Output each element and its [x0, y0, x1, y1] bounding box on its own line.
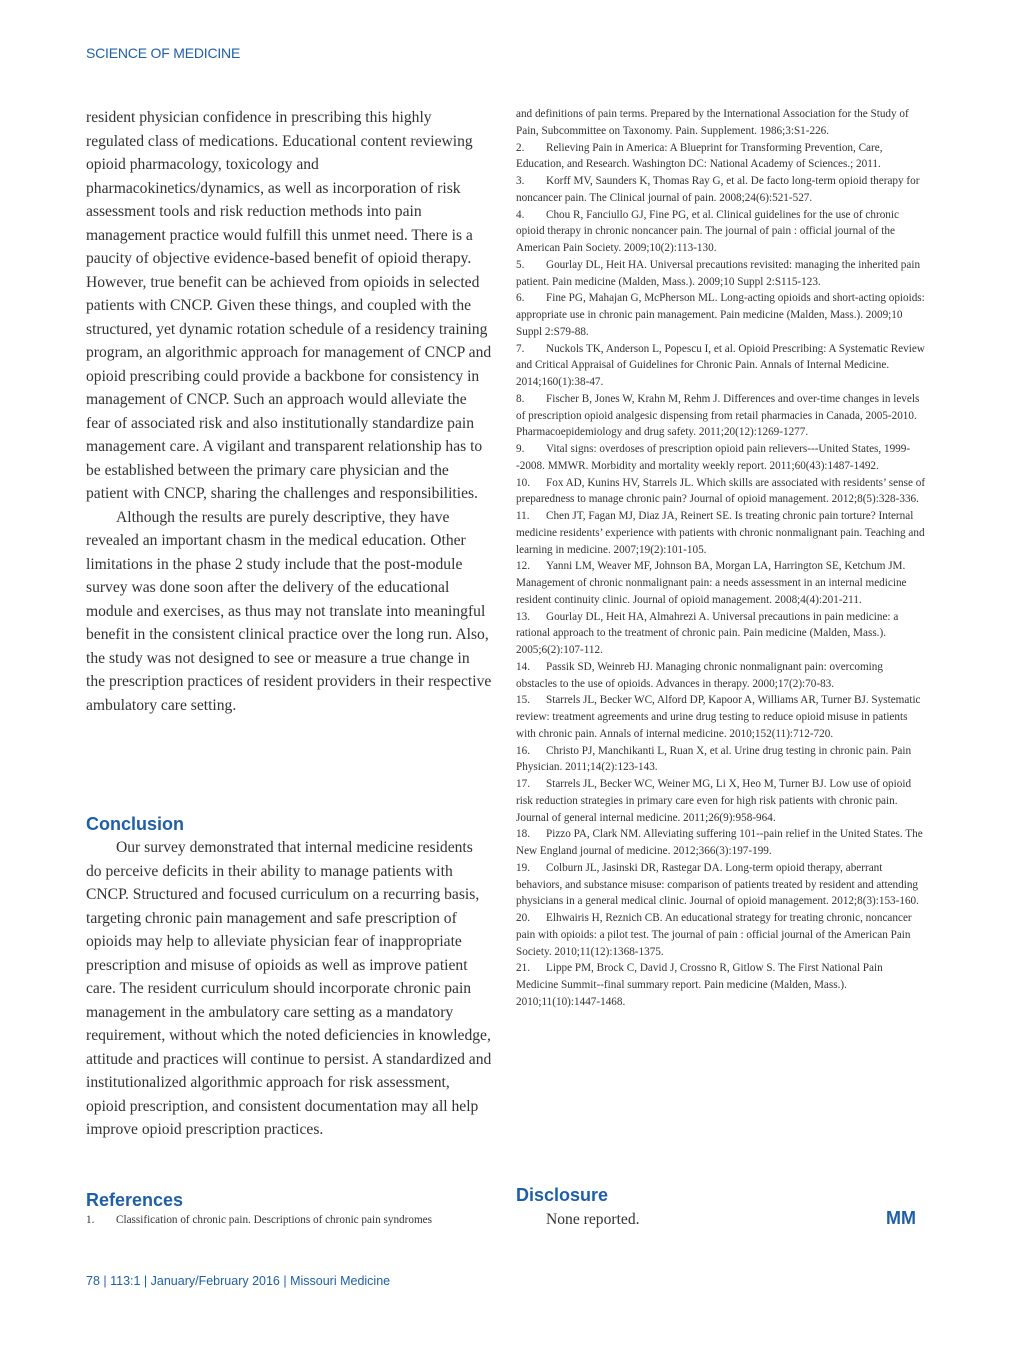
left-column [86, 106, 492, 717]
reference-text: Elhwairis H, Reznich CB. An educational strategy for treating chronic, noncancer pain with opioids: a pilot test. The journal of pain : official journal of the American Pain Society. 2010;11(12):1368-1375. [516, 912, 912, 958]
reference-number: 4. [516, 208, 525, 221]
reference-text: Pizzo PA, Clark NM. Alleviating suffering 101--pain relief in the United States. The New England journal of medicine. 2012;366(3):197-199. [516, 828, 923, 857]
reference-number: 11. [516, 510, 530, 522]
reference-item [516, 341, 926, 391]
reference-item [516, 257, 926, 291]
body-paragraph: resident physician confidence in prescribing this highly regulated class of medications. Educational content reviewing opioid pharmacology, toxicology and pharmacokinetics/dynamics, as well as incorporation of risk assessment tools and risk reduction methods into pain management practice would fulfill this unmet need. There is a paucity of objective evidence-based benefit of opioid therapy. However, true benefit can be achieved from opioids in selected patients with CNCP. Given these things, and coupled with the structured, yet dynamic rotation schedule of a residency training program, an algorithmic approach for management of CNCP and opioid prescribing could provide a backbone for consistency in management of CNCP. Such an approach would alleviate the fear of associated risk and also institutionally standardize pain management care. A vigilant and transparent relationship has to be established between the primary care physician and the patient with CNCP, sharing the challenges and responsibilities. [86, 109, 492, 502]
reference-number: 15. [516, 694, 530, 707]
reference-item [516, 558, 926, 608]
reference-text: Starrels JL, Becker WC, Weiner MG, Li X, Heo M, Turner BJ. Low use of opioid risk reduction strategies in primary care even for high risk patients with chronic pain. Journal of general internal medicine. 2011;26(9):958-964. [516, 778, 912, 824]
reference-number: 7. [516, 342, 525, 355]
reference-item [516, 776, 926, 826]
reference-number: 6. [516, 292, 525, 305]
reference-text: Classification of chronic pain. Descriptions of chronic pain syndromes [116, 1214, 432, 1226]
reference-item [516, 960, 926, 1010]
reference-number: 14. [516, 660, 530, 673]
reference-text: Vital signs: overdoses of prescription opioid pain relievers---United States, 1999--2008. MMWR. Morbidity and mortality weekly report. 2011;60(43):1487-1492. [516, 443, 911, 472]
reference-text: Chen JT, Fagan MJ, Diaz JA, Reinert SE. Is treating chronic pain torture? Internal medicine residents’ experience with patients with chronic nonmalignant pain. Teaching and learning in medicine. 2007;19(2):101-105. [516, 510, 925, 556]
reference-number: 19. [516, 861, 530, 874]
reference-list [516, 140, 926, 1011]
reference-text: Relieving Pain in America: A Blueprint for Transforming Prevention, Care, Education, and Research. Washington DC: National Academy of Sciences.; 2011. [516, 141, 883, 171]
reference-item [516, 609, 926, 659]
conclusion-section [86, 836, 492, 1142]
section-label: SCIENCE OF MEDICINE [86, 45, 241, 61]
body-paragraph: Although the results are purely descriptive, they have revealed an important chasm in the medical education. Other limitations in the phase 2 study include that the post-module survey was done soon after the delivery of the educational module and exercises, as thus may not translate into meaningful benefit in the consistent clinical practice over the long run. Also, the study was not designed to see or measure a true change in the prescription practices of resident providers in their respective ambulatory care setting. [86, 508, 492, 714]
reference-item [516, 391, 926, 441]
reference-item [516, 475, 926, 509]
reference-number: 1. [86, 1214, 95, 1226]
reference-item [516, 173, 926, 207]
page-footer: 78 | 113:1 | January/February 2016 | Missouri Medicine [86, 1274, 391, 1288]
reference-text: Christo PJ, Manchikanti L, Ruan X, et al. Urine drug testing in chronic pain. Pain Physician. 2011;14(2):123-143. [516, 744, 912, 774]
reference-number: 2. [516, 141, 525, 154]
reference-item [516, 140, 926, 174]
conclusion-heading: Conclusion [86, 814, 184, 834]
reference-item [516, 290, 926, 340]
reference-item [516, 508, 926, 558]
conclusion-paragraph: Our survey demonstrated that internal medicine residents do perceive deficits in their ability to manage patients with CNCP. Structured and focused curriculum on a recurring basis, targeting chronic pain management and safe prescription of opioids may help to alleviate physician fear of inappropriate prescription and misuse of opioids as well as improve patient care. The resident curriculum should incorporate chronic pain management in the ambulatory care setting as a mandatory requirement, without which the noted deficiencies in knowledge, attitude and practices will continue to persist. A standardized and institutionalized algorithmic approach for risk assessment, opioid prescription, and consistent documentation may all help improve opioid prescription practices. [86, 839, 492, 1138]
reference-item [516, 692, 926, 742]
missouri-medicine-logo: MM [886, 1208, 916, 1228]
reference-number: 21. [516, 962, 530, 975]
reference-number: 12. [516, 560, 530, 573]
right-column [516, 106, 926, 1011]
reference-number: 9. [516, 443, 525, 455]
disclosure-text: None reported. [546, 1211, 640, 1228]
reference-text: Yanni LM, Weaver MF, Johnson BA, Morgan LA, Harrington SE, Ketchum JM. Management of chronic nonmalignant pain: a needs assessment in an internal medicine resident continuity clinic. Journal of opioid management. 2008;4(4):201-211. [516, 560, 907, 606]
reference-item [516, 441, 926, 475]
reference-item [516, 910, 926, 960]
reference-number: 16. [516, 744, 530, 757]
reference-continuation: and definitions of pain terms. Prepared by the International Association for the Study of Pain, Subcommittee on Taxonomy. Pain. Supplement. 1986;3:S1-226. [516, 108, 909, 137]
disclosure-heading: Disclosure [516, 1185, 609, 1205]
reference-number: 13. [516, 610, 530, 623]
reference-text: Korff MV, Saunders K, Thomas Ray G, et al. De facto long-term opioid therapy for noncancer pain. The Clinical journal of pain. 2008;24(6):521-527. [516, 175, 920, 204]
reference-item [86, 1213, 492, 1228]
reference-number: 5. [516, 258, 525, 271]
reference-text: Fine PG, Mahajan G, McPherson ML. Long-acting opioids and short-acting opioids: appropriate use in chronic pain management. Pain medicine (Malden, Mass.). 2009;10 Suppl 2:S79-88. [516, 292, 925, 338]
reference-text: Colburn JL, Jasinski DR, Rastegar DA. Long-term opioid therapy, aberrant behaviors, and substance misuse: comparison of patients treated by resident and attending physicians in a general medical clinic. Journal of opioid management. 2012;8(3):153-160. [516, 861, 919, 908]
reference-text: Gourlay DL, Heit HA, Almahrezi A. Universal precautions in pain medicine: a rational approach to the treatment of chronic pain. Pain medicine (Malden, Mass.). 2005;6(2):107-112. [516, 610, 899, 656]
reference-item [516, 860, 926, 910]
reference-number: 8. [516, 392, 525, 405]
references-heading: References [86, 1190, 184, 1210]
reference-number: 20. [516, 912, 530, 924]
reference-item [516, 207, 926, 257]
reference-text: Passik SD, Weinreb HJ. Managing chronic nonmalignant pain: overcoming obstacles to the use of opioids. Advances in therapy. 2000;17(2):70-83. [516, 660, 883, 690]
reference-item [516, 659, 926, 693]
reference-text: Chou R, Fanciullo GJ, Fine PG, et al. Clinical guidelines for the use of chronic opioid therapy in chronic noncancer pain. The journal of pain : official journal of the American Pain Society. 2009;10(2):113-130. [516, 208, 899, 254]
reference-number: 17. [516, 778, 530, 790]
reference-text: Gourlay DL, Heit HA. Universal precautions revisited: managing the inherited pain patient. Pain medicine (Malden, Mass.). 2009;10 Suppl 2:S115-123. [516, 258, 921, 288]
reference-text: Lippe PM, Brock C, David J, Crossno R, Gitlow S. The First National Pain Medicine Summit--final summary report. Pain medicine (Malden, Mass.). 2010;11(10):1447-1468. [516, 962, 883, 1008]
reference-text: Starrels JL, Becker WC, Alford DP, Kapoor A, Williams AR, Turner BJ. Systematic review: treatment agreements and urine drug testing to reduce opioid misuse in patients with chronic pain. Annals of internal medicine. 2010;152(11):712-720. [516, 694, 921, 740]
reference-number: 3. [516, 175, 525, 187]
reference-text: Nuckols TK, Anderson L, Popescu I, et al. Opioid Prescribing: A Systematic Review and Critical Appraisal of Guidelines for Chronic Pain. Annals of Internal Medicine. 2014;160(1):38-47. [516, 342, 925, 388]
reference-text: Fox AD, Kunins HV, Starrels JL. Which skills are associated with residents’ sense of preparedness to manage chronic pain? Journal of opioid management. 2012;8(5):328-336. [516, 476, 926, 506]
reference-item [516, 826, 926, 860]
reference-number: 18. [516, 828, 530, 841]
reference-item [516, 743, 926, 777]
reference-number: 10. [516, 476, 530, 489]
reference-text: Fischer B, Jones W, Krahn M, Rehm J. Differences and over-time changes in levels of prescription opioid analgesic dispensing from retail pharmacies in Canada, 2005-2010. Pharmacoepidemiology and drug safety. 2011;20(12):1269-1277. [516, 392, 920, 439]
